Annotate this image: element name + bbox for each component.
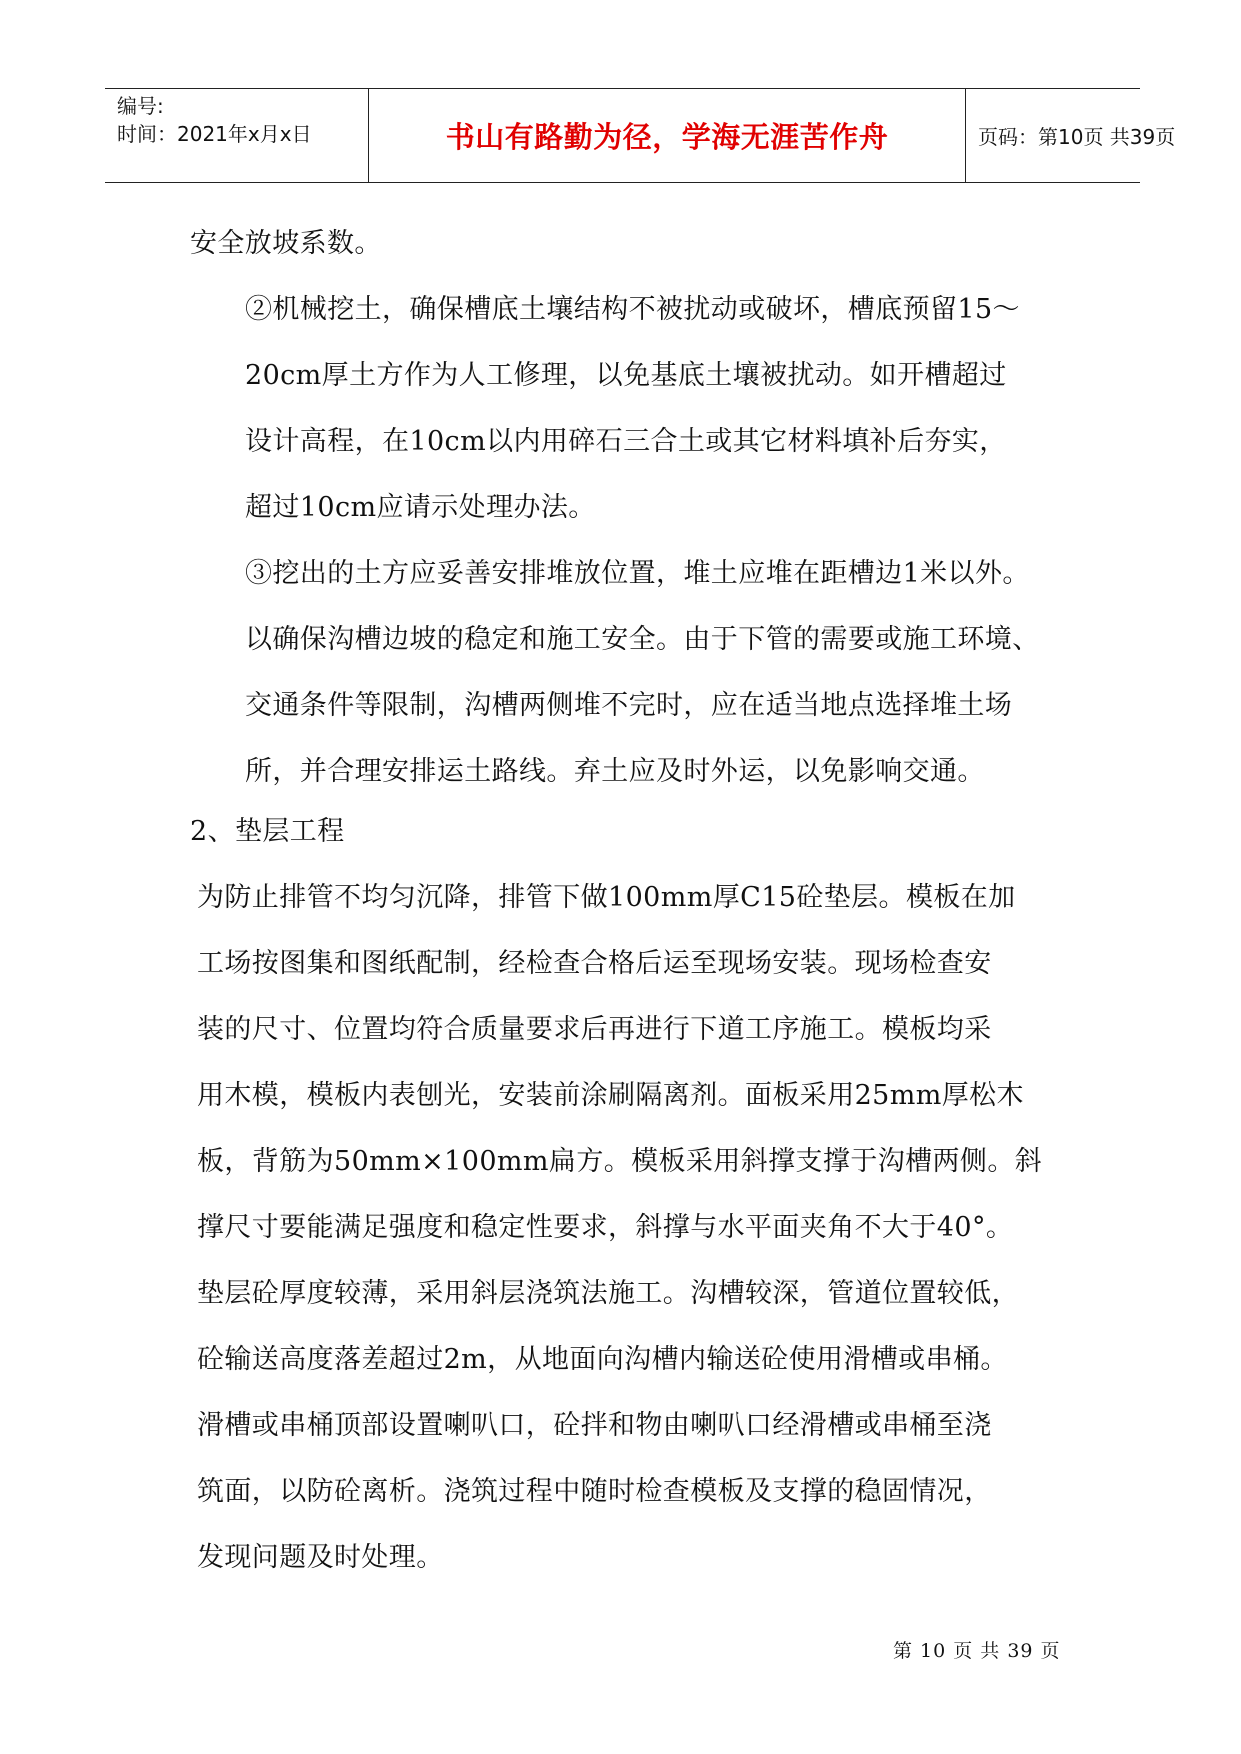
header-page-info: 页码：第10页 共39页	[978, 125, 1176, 149]
body-line: 超过10cm应请示处理办法。	[245, 492, 596, 523]
body-line: 撑尺寸要能满足强度和稳定性要求，斜撑与水平面夹角不大于40°。	[197, 1212, 1014, 1243]
section-heading: 2、垫层工程	[190, 816, 345, 847]
body-line: ③挖出的土方应妥善安排堆放位置，堆土应堆在距槽边1米以外。	[245, 558, 1030, 589]
header-motto: 书山有路勤为径，学海无涯苦作舟	[369, 89, 966, 182]
body-line: 为防止排管不均匀沉降，排管下做100mm厚C15砼垫层。模板在加	[197, 882, 1016, 913]
body-line: 板，背筋为50mm×100mm扁方。模板采用斜撑支撑于沟槽两侧。斜	[197, 1146, 1043, 1177]
body-line: 交通条件等限制，沟槽两侧堆不完时，应在适当地点选择堆土场	[245, 690, 1013, 721]
body-line: 工场按图集和图纸配制，经检查合格后运至现场安装。现场检查安	[197, 948, 992, 979]
page-footer: 第 10 页 共 39 页	[893, 1640, 1061, 1662]
body-line: 用木模，模板内表刨光，安装前涂刷隔离剂。面板采用25mm厚松木	[197, 1080, 1024, 1111]
time-label: 时间：2021年x月x日	[117, 122, 312, 146]
body-line: 装的尺寸、位置均符合质量要求后再进行下道工序施工。模板均采	[197, 1014, 992, 1045]
body-line: ②机械挖土，确保槽底土壤结构不被扰动或破坏，槽底预留15～	[245, 294, 1020, 325]
body-line: 筑面，以防砼离析。浇筑过程中随时检查模板及支撑的稳固情况，	[197, 1476, 992, 1507]
body-line: 发现问题及时处理。	[197, 1542, 444, 1573]
body-line: 所，并合理安排运土路线。弃土应及时外运，以免影响交通。	[245, 756, 985, 787]
body-line: 砼输送高度落差超过2m，从地面向沟槽内输送砼使用滑槽或串桶。	[197, 1344, 1008, 1375]
header-meta	[105, 89, 369, 182]
number-label: 编号:	[117, 94, 164, 118]
body-line: 垫层砼厚度较薄，采用斜层浇筑法施工。沟槽较深，管道位置较低，	[197, 1278, 1019, 1309]
page-header	[105, 88, 1176, 183]
body-line: 以确保沟槽边坡的稳定和施工安全。由于下管的需要或施工环境、	[245, 624, 1040, 655]
body-line: 安全放坡系数。	[190, 228, 382, 259]
body-line: 滑槽或串桶顶部设置喇叭口，砼拌和物由喇叭口经滑槽或串桶至浇	[197, 1410, 992, 1441]
body-line: 20cm厚土方作为人工修理，以免基底土壤被扰动。如开槽超过	[245, 360, 1007, 391]
body-line: 设计高程，在10cm以内用碎石三合土或其它材料填补后夯实，	[245, 426, 1007, 457]
